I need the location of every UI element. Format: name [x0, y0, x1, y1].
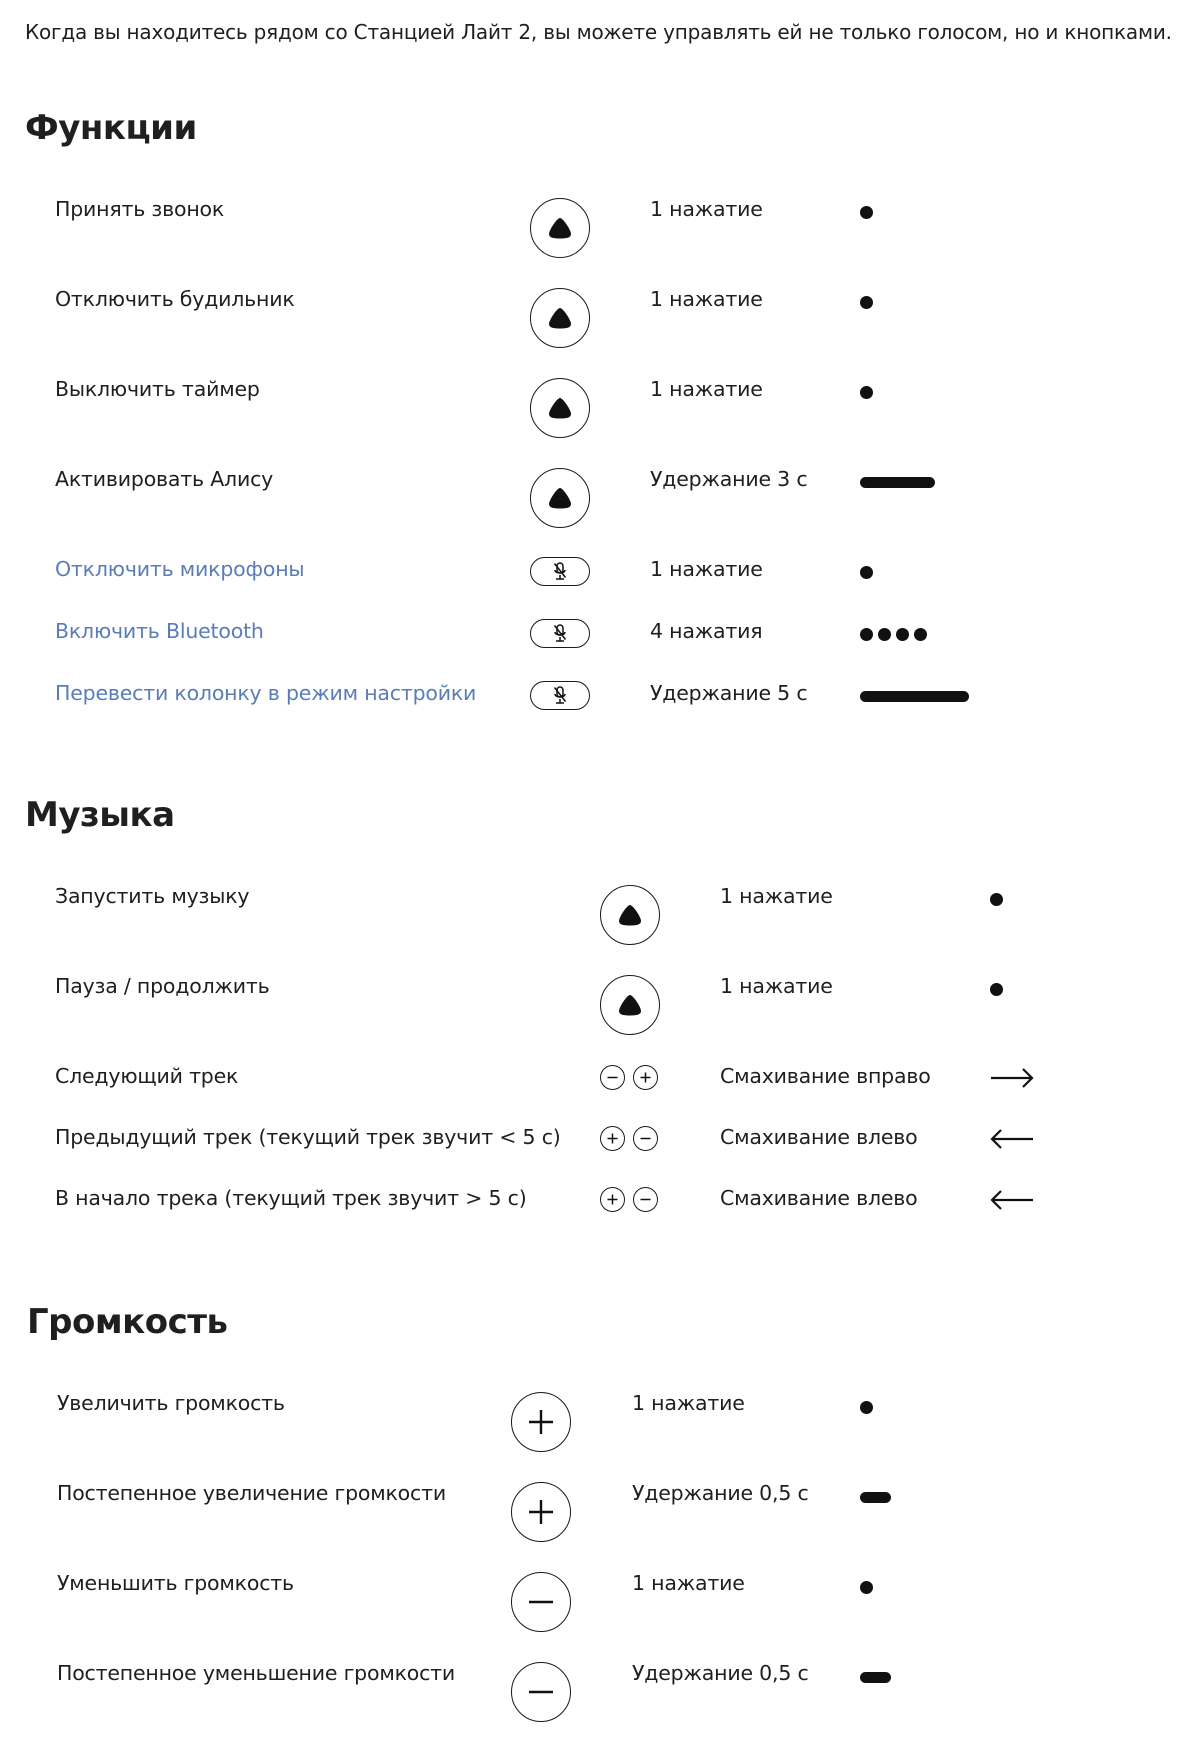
link-setup-mode[interactable]: Перевести колонку в режим настройки [55, 681, 477, 705]
single-press-indicator [860, 1401, 873, 1414]
plus-button-icon [511, 1482, 571, 1542]
minus-icon [633, 1126, 658, 1151]
hold-0.5s-indicator [860, 1492, 891, 1503]
link-disable-microphones[interactable]: Отключить микрофоны [55, 557, 305, 581]
single-press-indicator [860, 1581, 873, 1594]
press-indicator-dot [914, 628, 927, 641]
action-label: 1 нажатие [650, 557, 763, 581]
action-label: 1 нажатие [720, 974, 833, 998]
single-press-indicator [990, 893, 1003, 906]
alice-button-icon [600, 975, 660, 1035]
mic-button-icon [530, 557, 590, 586]
function-label: Отключить будильник [55, 287, 295, 311]
volume-label: Увеличить громкость [57, 1391, 285, 1415]
action-label: 4 нажатия [650, 619, 763, 643]
minus-button-icon [511, 1662, 571, 1722]
action-label: Смахивание влево [720, 1186, 918, 1210]
alice-button-icon [530, 288, 590, 348]
plus-button-icon [511, 1392, 571, 1452]
hold-5s-indicator [860, 691, 969, 702]
music-label: Пауза / продолжить [55, 974, 270, 998]
plus-icon [600, 1187, 625, 1212]
alice-button-icon [530, 198, 590, 258]
single-press-indicator [860, 566, 873, 579]
link-enable-bluetooth[interactable]: Включить Bluetooth [55, 619, 264, 643]
arrow-left-icon [990, 1128, 1034, 1150]
plus-icon [633, 1065, 658, 1090]
alice-button-icon [600, 885, 660, 945]
press-indicator-dot [860, 628, 873, 641]
action-label: Удержание 0,5 с [632, 1661, 809, 1685]
action-label: 1 нажатие [632, 1571, 745, 1595]
action-label: 1 нажатие [632, 1391, 745, 1415]
music-label: В начало трека (текущий трек звучит > 5 с) [55, 1186, 527, 1210]
plus-icon [600, 1126, 625, 1151]
mic-button-icon [530, 681, 590, 710]
hold-3s-indicator [860, 477, 935, 488]
alice-button-icon [530, 468, 590, 528]
function-label: Активировать Алису [55, 467, 274, 491]
action-label: Смахивание влево [720, 1125, 918, 1149]
action-label: 1 нажатие [720, 884, 833, 908]
action-label: 1 нажатие [650, 377, 763, 401]
press-indicator-dot [878, 628, 891, 641]
minus-icon [600, 1065, 625, 1090]
music-label: Следующий трек [55, 1064, 239, 1088]
action-label: Удержание 0,5 с [632, 1481, 809, 1505]
action-label: 1 нажатие [650, 197, 763, 221]
action-label: 1 нажатие [650, 287, 763, 311]
section-title-functions: Функции [25, 108, 197, 148]
function-label: Принять звонок [55, 197, 225, 221]
single-press-indicator [860, 386, 873, 399]
press-indicator-dot [896, 628, 909, 641]
arrow-right-icon [990, 1067, 1034, 1089]
alice-button-icon [530, 378, 590, 438]
section-title-music: Музыка [25, 795, 175, 835]
action-label: Удержание 5 с [650, 681, 808, 705]
minus-button-icon [511, 1572, 571, 1632]
function-label: Выключить таймер [55, 377, 260, 401]
single-press-indicator [860, 206, 873, 219]
minus-icon [633, 1187, 658, 1212]
volume-label: Уменьшить громкость [57, 1571, 294, 1595]
single-press-indicator [860, 296, 873, 309]
action-label: Удержание 3 с [650, 467, 808, 491]
single-press-indicator [990, 983, 1003, 996]
action-label: Смахивание вправо [720, 1064, 931, 1088]
volume-label: Постепенное уменьшение громкости [57, 1661, 456, 1685]
intro-text: Когда вы находитесь рядом со Станцией Лайт 2, вы можете управлять ей не только голосом, но и кнопками. [25, 20, 1172, 44]
volume-label: Постепенное увеличение громкости [57, 1481, 446, 1505]
mic-button-icon [530, 619, 590, 648]
section-title-volume: Громкость [27, 1302, 228, 1342]
music-label: Предыдущий трек (текущий трек звучит < 5 с) [55, 1125, 561, 1149]
arrow-left-icon [990, 1189, 1034, 1211]
music-label: Запустить музыку [55, 884, 250, 908]
hold-0.5s-indicator [860, 1672, 891, 1683]
